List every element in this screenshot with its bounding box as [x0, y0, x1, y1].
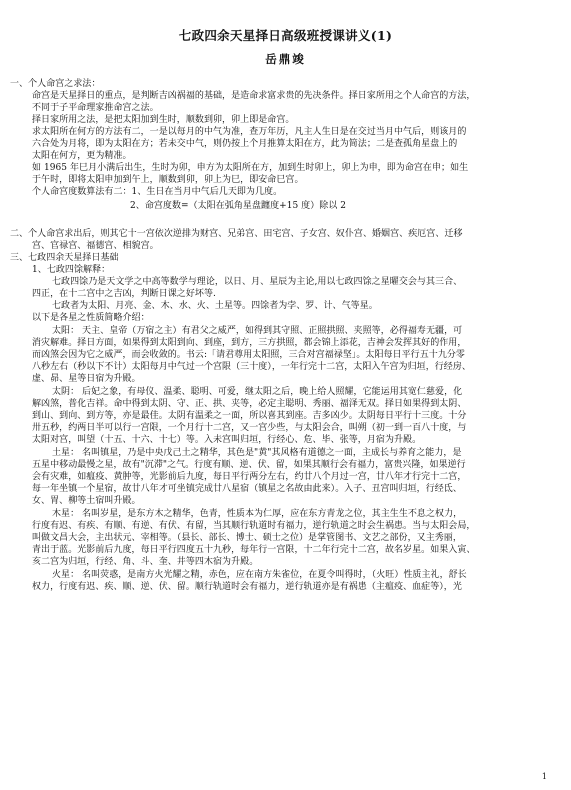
document-title: 七政四余天星择日高级班授课讲义(1) [178, 28, 393, 43]
text-line: 六合处为月将，即为太阳在方；若未交中气，则仍按上个月推算太阳在方，此为简法；二是查孤角星盘上的 [32, 139, 458, 149]
text-line: 七政者为太阳、月亮、金、木、水、火、土星等。四馀者为孛、罗、计、气等星。 [52, 301, 378, 311]
page-number: 1 [541, 772, 547, 781]
text-line: 到山、到向、到方等，亦是最佳。太阴有温柔之一面，所以喜其到座。吉多凶少。太阴每日平行十三度。十分 [32, 411, 467, 421]
text-line: 解凶煞，普化吉祥。命中得到太阴、守、正、拱、夹等，必定主聪明、秀丽、福泽无双。择日如果得到太阴、 [32, 399, 467, 409]
text-line: 每一年坐镇一个星宿，故廿八年才可坐镇完成廿八星宿（镇星之名故由此来）。入子、丑宫叫归垣，行经氐、 [32, 484, 462, 494]
text-line: 虚、昴、星等日宿为升殿。 [32, 374, 141, 384]
text-line: 青出于蓝。光影前后九度，每日平行四度五十九秒，每年行一宫限，十二年行完十二宫，故名岁星。如果入寅、 [32, 545, 476, 555]
text-line: 不同于子平命理家推命宫之法。 [32, 103, 159, 113]
author-name: 岳鼎竣 [265, 52, 306, 66]
text-line: 四正，在十二宫中之吉凶，判断日课之好坏等. [32, 289, 216, 299]
text-line: 1、七政四馀解释： [32, 265, 111, 275]
text-line: 太阳在何方，更为精准。 [32, 151, 132, 161]
text-line: 宫、官禄宫、福德宫、相貌宫。 [32, 241, 159, 251]
text-line: 消灾解难。择日方面，如果得到太阳到向、到座，到方，三方拱照，都会锦上添花，吉神会发挥其好的作用， [32, 338, 467, 348]
text-line: 行度有迟、有疾、有顺、有逆、有伏、有留，当其顺行轨道时有福力，逆行轨道之时会生祸患。当与太阳会局， [32, 521, 476, 531]
text-line: 一、个人命宫之求法： [10, 79, 101, 89]
text-line: 女、胃、柳等土宿叫升殿。 [32, 496, 141, 506]
text-line: 土星： 名叫镇星，乃是中央戊己土之精华，其色是"黄"其风格有道德之一面，主成长与养育之能力，是 [52, 448, 462, 458]
text-line: 卅五秒，约两日半可以行一宫限，一个月行十二宫，又一宫少些，与太阳会合，叫朔（初一到一百八十度，与 [32, 423, 467, 433]
text-line: 权力，行度有迟、疾、顺、逆、伏、留。顺行轨道时会有福力，逆行轨道亦是有祸患（主瘟疫、血症等），光 [32, 582, 462, 592]
text-line: 以下是各星之性质简略介绍： [32, 313, 150, 323]
text-line: 太阳： 天主、皇帝（万宿之主）有君父之威严，如得到其守照、正照拱照、夹照等，必得福寿无疆，可 [52, 326, 463, 336]
text-line: 择日家所用之法，是把太阳加到生时，顺数到卯，卯上即是命宫。 [32, 115, 295, 125]
text-line: 八秒左右（秒以下不计）太阳每月中气过一个宫限（三十度），一年行完十二宫，太阳入午宫为归垣，行经房、 [32, 362, 471, 372]
text-line: 叫做文昌大会，主出状元、宰相等。（县长、部长、博士、硕士之位）是掌管图书、文艺之部份，又主秀丽， [32, 533, 462, 543]
text-line: 木星： 名叫岁星，是东方木之精华，色青，性质本为仁厚，应在东方青龙之位，其主生生不息之权力， [52, 509, 463, 519]
text-line: 太阴： 后妃之象，有母仪、温柔、聪明、可爱，继太阳之后，晚上给人照耀，它能运用其宽仁慈爱，化 [52, 387, 463, 397]
text-line: 三、七政四余天星择日基础 [10, 253, 119, 263]
text-line: 会有灾难，如瘟疫、黄肿等，光影前后九度，每日平行两分左右，约廿八个月过一宫，廿八年才行完十二宫， [32, 472, 467, 482]
text-line: 如 1965 年巳月小满后出生，生时为卯，申方为太阳所在方，加到生时卯上，卯上为申，即为命宫在申；如生 [32, 163, 469, 173]
text-line: 二、个人命宫求出后，则其它十一宫依次逆排为财宫、兄弟宫、田宅宫、子女宫、奴仆宫、婚姻宫、疾厄宫、迁移 [10, 229, 463, 239]
text-line: 亥二宫为归垣，行经、角、斗、奎、井等四木宿为升殿。 [32, 557, 259, 567]
text-line: 七政四馀乃是天文学之中高等数学与理论，以日、月、星辰为主论,用以七政四馀之星曜交会与其三合、 [52, 277, 463, 287]
text-line: 于午时，即将太阳申加到午上，顺数到卯，卯上为巳，即安命巳宫。 [32, 175, 304, 185]
text-line: 个人命宫度数算法有二：1、生日在当月中气后几天即为几度。 [32, 187, 283, 197]
text-line: 太阳对宫，叫望（十五、十六、十七）等。入未宫叫归垣，行经心、危、毕、张等，月宿为升殿。 [32, 435, 422, 445]
text-line: 命宫是天星择日的重点，是判断吉凶祸福的基础，是造命求富求贵的先决条件。择日家所用之个人命宫的方法， [32, 91, 476, 101]
text-line: 火星： 名叫荧惑，是南方火光耀之精，赤色，应在南方朱雀位，在夏令叫得时，（火旺）性质主礼，舒长 [52, 570, 467, 580]
text-line: 五星中移动最慢之星，故有"沉滞"之气。行度有顺、逆、伏、留，如果其顺行会有福力，富贵兴隆，如果逆行 [32, 460, 466, 470]
text-line: 2、命宫度数=（太阳在弧角星盘躔度+15 度）除以 2 [130, 201, 347, 211]
text-line: 求太阳所在何方的方法有二，一是以每月的中气为准，查万年历，凡主人生日是在交过当月中气后，则该月的 [32, 127, 467, 137]
text-line: 而凶煞会因为它之威严，而会收敛的。书云:「请君尊用太阳照，三合对宫福禄坚」。太阳每日平行五十九分零 [32, 350, 465, 360]
